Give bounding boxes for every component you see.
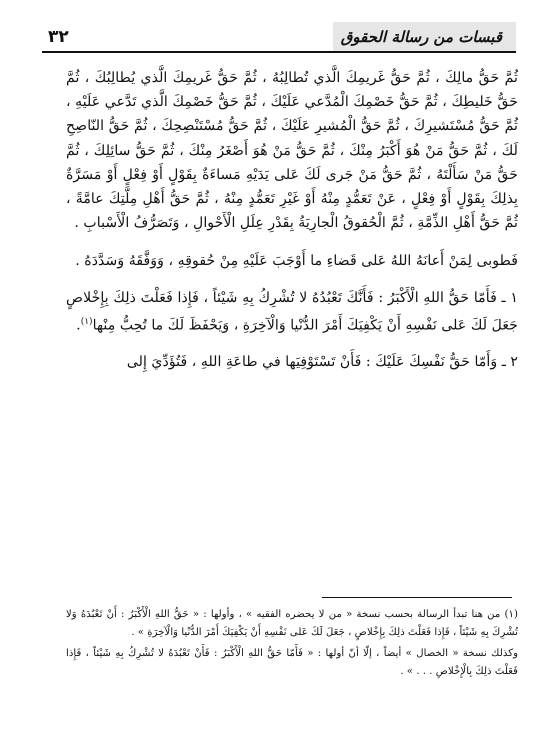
- footnote-marker: (١): [80, 316, 93, 327]
- footnote-rule: [322, 597, 512, 598]
- header-rule: [42, 51, 516, 53]
- main-text: [66, 66, 518, 374]
- paragraph-right-of-god-end: .: [76, 317, 81, 334]
- footnotes: [66, 606, 518, 680]
- page-number: ٣٢: [48, 27, 69, 47]
- paragraph-right-of-god-text: ١ ـ فَأَمّا حَقُّ اللهِ الْأَكْبَرُ : فَأَنَّكَ تَعْبُدُهُ لا تُشْرِكُ بِهِ شَيْئاً ، فَإِذا فَعَلْتَ ذلِكَ بِإِخْلاصٍ جَعَلَ لَكَ عَلى نَفْسِهِ أَنْ يَكْفِيَكَ أَمْرَ الدُّنْيا وَالْآخِرَةِ ، وَيَحْفَظَ لَكَ ما تُحِبُّ مِنْها: [66, 289, 518, 334]
- footnote-1: (١) من هنا تبدأ الرسالة بحسب نسخة « من لا يحضره الفقيه » ، وأولها : « حَقُّ اللهِ الْأَكْبَرُ : أَنْ تَعْبُدَهُ وَلا تُشْرِكَ بِهِ شَيْئاً ، فَإِذا فَعَلْتَ ذلِكَ بِإِخْلاصٍ ، جَعَلَ لَكَ عَلى نَفْسِهِ أَنْ يَكْفِيَكَ أَمْرَ الدُّنْيا وَالْآخِرَةِ » .: [66, 609, 518, 638]
- paragraph-rights-list: ثُمَّ حَقُّ مالِكَ ، ثُمَّ حَقُّ غَريمِكَ الَّذي تُطالِبُهُ ، ثُمَّ حَقُّ غَريمِكَ الَّذي يُطالِبُكَ ، ثُمَّ حَقُّ خَليطِكَ ، ثُمَّ حَقُّ خَصْمِكَ الْمُدَّعي عَلَيْكَ ، ثُمَّ حَقُّ خَصْمِكَ الَّذي تَدَّعي عَلَيْهِ ، ثُمَّ حَقُّ مُسْتَشيرِكَ ، ثُمَّ حَقُّ الْمُشيرِ عَلَيْكَ ، ثُمَّ حَقُّ مُسْتَنْصِحِكَ ، ثُمَّ حَقُّ النّاصِحِ لَكَ ، ثُمَّ حَقُّ مَنْ هُوَ أَكْبَرُ مِنْكَ ، ثُمَّ حَقُّ مَنْ هُوَ أَصْغَرُ مِنْكَ ، ثُمَّ حَقُّ سائِلِكَ ، ثُمَّ حَقُّ مَنْ سَأَلْتَهُ ، ثُمَّ حَقُّ مَنْ جَرى لَكَ عَلى يَدَيْهِ مَساءَةٌ بِقَوْلٍ أَوْ فِعْلٍ أَوْ مَسَرَّةٌ بِذلِكَ بِقَوْلٍ أَوْ فِعْلٍ ، عَنْ تَعَمُّدٍ مِنْهُ أَوْ غَيْرِ تَعَمُّدٍ مِنْهُ ، ثُمَّ حَقُّ أَهْلِ مِلَّتِكَ عامَّةً ، ثُمَّ حَقُّ أَهْلِ الذِّمَّةِ ، ثُمَّ الْحُقوقُ الْجارِيَةُ بِقَدْرِ عِلَلِ الْأَحْوالِ ، وَتَصَرُّفُ الْأَسْبابِ .: [66, 70, 518, 232]
- footnote-1-continued: وكذلك نسخة « الخصال » أيضاً ، إلّا أنّ أولها : « فَأَمّا حَقُّ اللهِ الْأَكْبَرُ : فَأَنْ تَعْبُدَهُ لا تُشْرِكُ بِهِ شَيْئاً ، فَإِذا فَعَلْتَ ذلِكَ بِالْإِخْلاصِ . . . » .: [66, 648, 518, 677]
- paragraph-right-of-god: [66, 286, 518, 338]
- paragraph-blessing: فَطوبى لِمَنْ أَعانَهُ اللهُ عَلى قَضاءِ ما أَوْجَبَ عَلَيْهِ مِنْ حُقوقِهِ ، وَوَفَّقَهُ وَسَدَّدَهُ .: [75, 253, 518, 270]
- running-title: قبسات من رسالة الحقوق: [333, 22, 516, 52]
- page-header: [42, 22, 516, 54]
- paragraph-right-of-self: ٢ ـ وَأَمّا حَقُّ نَفْسِكَ عَلَيْكَ : فَأَنْ تَسْتَوْفِيَها في طاعَةِ اللهِ ، فَتُؤَدِّيَ إِلى: [126, 353, 518, 370]
